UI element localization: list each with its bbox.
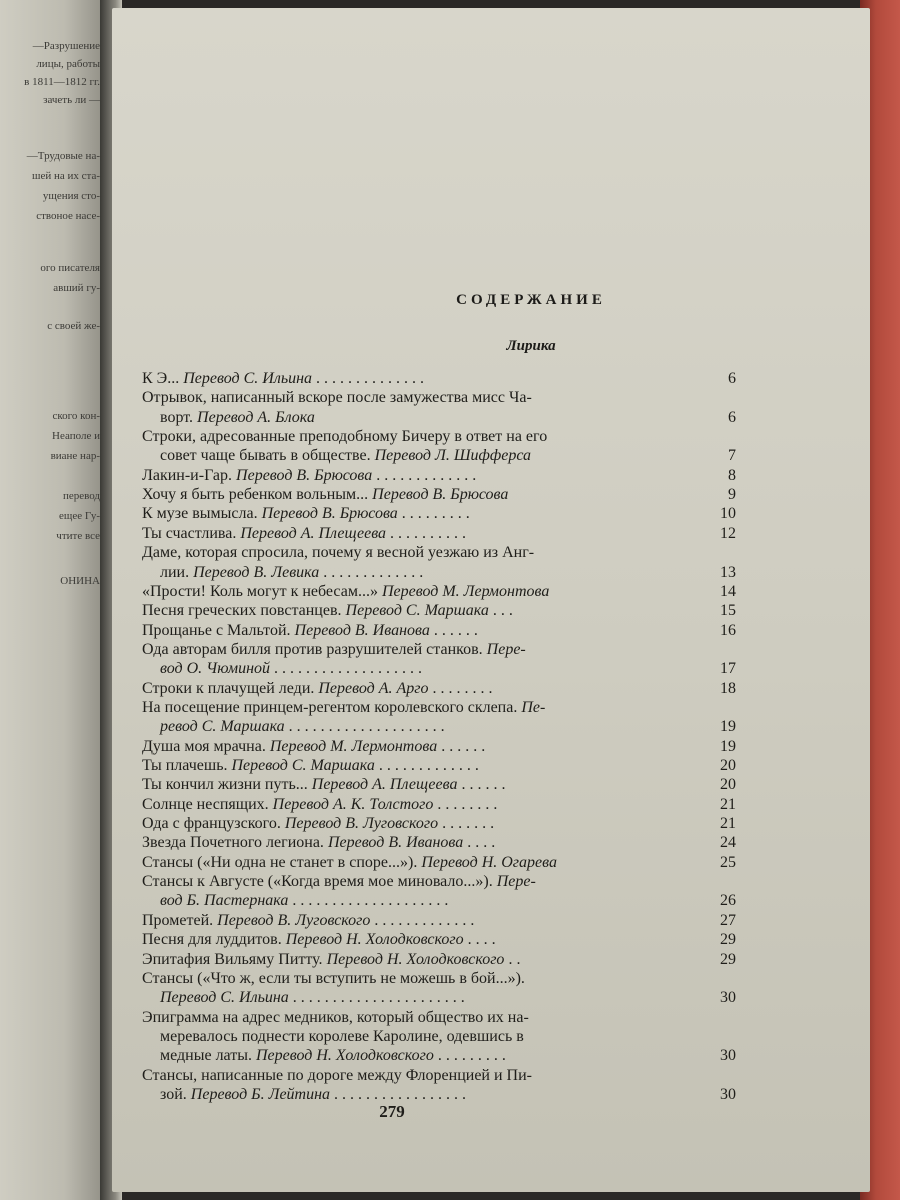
- toc-entry: [142, 467, 476, 485]
- toc-entry-title: совет чаще бывать в обществе.: [160, 447, 375, 465]
- toc-entry-translator: Перевод М. Лермонтова: [269, 737, 438, 755]
- toc-entry-page: 21: [720, 815, 736, 833]
- toc-entry-title: Песня для луддитов.: [142, 931, 286, 949]
- toc-entry-title: меревалось поднести королеве Каролине, одевшись в: [160, 1027, 524, 1045]
- left-fragment: с своей же-: [47, 320, 100, 332]
- toc-entry-translator: Перевод С. Ильина: [183, 370, 313, 387]
- toc-entry-leader-dots: . . . . . . . . . . . . . . . . . . .: [270, 660, 423, 678]
- toc-entry-page: 10: [720, 505, 736, 523]
- toc-entry: [142, 951, 520, 969]
- toc-entry-page: 27: [720, 911, 736, 929]
- toc-entry-title: Прометей.: [142, 911, 218, 929]
- toc-entry-page: 6: [728, 370, 736, 387]
- toc-entry-leader-dots: . . . . . .: [429, 621, 478, 639]
- toc-entry-leader-dots: . . . . . . . . . . . . . . . . . . . .: [284, 718, 445, 736]
- left-fragment: ещее Гу-: [59, 510, 100, 522]
- toc-entry-leader-dots: . . . . . . . . . . . . .: [374, 757, 479, 774]
- toc-entry-title: На посещение принцем-регентом королевского склепа.: [142, 698, 522, 716]
- toc-entry: [142, 912, 474, 930]
- toc-entry-translator: Перевод В. Луговского: [217, 911, 371, 929]
- toc-entry-title: Звезда Почетного легиона.: [142, 834, 328, 852]
- toc-entry: [142, 776, 505, 794]
- toc-entry-translator: Перевод М. Лермонтова: [381, 582, 550, 600]
- toc-entry: [142, 873, 536, 891]
- left-fragment: ского кон-: [52, 410, 100, 422]
- toc-entry-leader-dots: . . . . . . . .: [428, 679, 493, 697]
- toc-entry-page: 29: [720, 950, 736, 968]
- toc-entry-leader-dots: . . . . . . . . . . . . . . . . .: [330, 1085, 467, 1103]
- toc-entry-leader-dots: . . . . . . . . .: [397, 505, 470, 523]
- toc-entry-title: Отрывок, написанный вскоре после замужества мисс Ча-: [142, 389, 532, 407]
- toc-entry: [142, 738, 485, 756]
- toc-entry: [142, 815, 494, 833]
- page-number: 279: [379, 1102, 405, 1121]
- toc-entry-page: 12: [720, 524, 736, 542]
- toc-entry-translator: Пере-: [496, 873, 536, 891]
- left-fragment: авший гу-: [53, 282, 100, 294]
- toc-entry-title: Ты счастлива.: [142, 524, 241, 542]
- toc-entry: [142, 680, 493, 698]
- left-fragment: чтите все: [56, 530, 100, 542]
- toc-entry-title: К музе вымысла.: [142, 505, 262, 523]
- toc-entry: [142, 796, 497, 814]
- toc-entry-leader-dots: . . . . . . . . . .: [386, 524, 467, 542]
- toc-entry-page: 19: [720, 718, 736, 736]
- toc-entry: [142, 486, 508, 504]
- toc-entry-page: 20: [720, 776, 736, 794]
- toc-entry-title: Стансы («Ни одна не станет в споре...»).: [142, 853, 422, 871]
- toc-entry-page: 30: [720, 989, 736, 1007]
- contents-page: [112, 8, 870, 1192]
- left-fragment: зачеть ли —: [43, 94, 100, 106]
- toc-entry-translator: Перевод В. Левика: [193, 563, 320, 581]
- toc-entry: [142, 525, 466, 543]
- toc-entry-title: лии.: [160, 563, 194, 581]
- toc-entry-title: Строки, адресованные преподобному Бичеру в ответ на его: [142, 428, 548, 446]
- toc-entry-leader-dots: . . . .: [463, 834, 496, 852]
- toc-entry-leader-dots: . . . . . .: [457, 776, 506, 794]
- toc-entry-title: Песня греческих повстанцев.: [142, 602, 346, 620]
- toc-entry-page: 17: [720, 660, 736, 678]
- toc-entry-leader-dots: . . . . . . .: [438, 815, 495, 833]
- toc-entry: [160, 409, 315, 427]
- left-fragment: ого писателя: [40, 262, 100, 274]
- toc-entry-page: 9: [728, 486, 736, 504]
- section-heading: Лирика: [506, 338, 556, 354]
- toc-entry-title: К Э...: [142, 370, 184, 387]
- left-fragment: в 1811—1812 гг.: [24, 76, 100, 88]
- toc-entry-title: Ода с французского.: [142, 815, 285, 833]
- toc-entry-translator: Пе-: [521, 698, 546, 716]
- toc-entry-leader-dots: . . . . . . . . . . . . .: [319, 563, 424, 581]
- toc-entry: [142, 834, 495, 852]
- toc-entry-page: 18: [720, 679, 736, 697]
- toc-entry-translator: Перевод С. Маршака: [231, 757, 375, 774]
- toc-entry-title: зой.: [160, 1085, 191, 1103]
- toc-entry: [160, 564, 423, 582]
- toc-entry-translator: Перевод Н. Холодковского: [326, 950, 505, 968]
- toc-entry-translator: Перевод А. К. Толстого: [272, 795, 434, 813]
- table-of-contents: [112, 8, 870, 1192]
- toc-entry: [142, 583, 549, 601]
- toc-entry-translator: Перевод Л. Шифферса: [374, 447, 532, 465]
- toc-entry-title: Стансы («Что ж, если ты вступить не можешь в бой...»).: [142, 969, 525, 987]
- toc-entry-translator: Перевод С. Ильина: [160, 989, 289, 1007]
- toc-entry-page: 15: [720, 602, 736, 620]
- toc-entry-title: Эпиграмма на адрес медников, который общество их на-: [142, 1008, 529, 1026]
- toc-entry-translator: вод Б. Пастернака: [160, 892, 289, 910]
- toc-entry-title: Прощанье с Мальтой.: [142, 621, 295, 639]
- toc-entry-translator: Перевод А. Плещеева: [311, 776, 458, 794]
- toc-entry-translator: Перевод В. Луговского: [284, 815, 439, 833]
- toc-entry-title: Душа моя мрачна.: [142, 737, 270, 755]
- toc-entry: [160, 660, 422, 678]
- toc-entry-page: 30: [720, 1085, 736, 1103]
- left-fragment: —Трудовые на-: [26, 150, 100, 162]
- toc-entry-leader-dots: . . . . . . . . .: [433, 1047, 506, 1065]
- toc-entry-title: Даме, которая спросила, почему я весной уезжаю из Анг-: [142, 544, 535, 562]
- toc-entry-title: Строки к плачущей леди.: [142, 679, 319, 697]
- toc-entry: [142, 1009, 529, 1027]
- toc-entry-leader-dots: . . . . . . . . . . . . .: [372, 466, 477, 484]
- toc-entry-translator: Перевод В. Брюсова: [236, 466, 373, 484]
- contents-title: СОДЕРЖАНИЕ: [456, 292, 606, 308]
- toc-entry-leader-dots: . . . . . .: [437, 737, 486, 755]
- toc-entry: [142, 757, 479, 775]
- toc-entry: [160, 1047, 506, 1065]
- toc-entry-title: Стансы, написанные по дороге между Флоренцией и Пи-: [142, 1066, 532, 1084]
- left-fragment: лицы, работы: [36, 58, 100, 70]
- toc-entry-page: 19: [720, 737, 736, 755]
- toc-entry-title: медные латы.: [160, 1047, 256, 1065]
- toc-entry: [142, 641, 526, 659]
- toc-entry: [142, 931, 496, 949]
- toc-entry-page: 21: [720, 795, 736, 813]
- toc-entry-title: Лакин-и-Гар.: [142, 466, 237, 484]
- toc-entry-leader-dots: . . . .: [463, 931, 496, 949]
- toc-entry: [142, 854, 557, 872]
- left-fragment: виане нар-: [50, 450, 100, 462]
- left-fragment: шей на их ста-: [31, 170, 100, 182]
- toc-entry: [142, 1067, 532, 1085]
- toc-entry-page: 30: [720, 1047, 736, 1065]
- toc-entry-title: ворт.: [160, 408, 198, 426]
- toc-entry-translator: Перевод В. Брюсова: [261, 505, 398, 523]
- toc-entry-title: Эпитафия Вильяму Питту.: [142, 950, 327, 968]
- toc-entry: [142, 370, 424, 388]
- toc-entry-page: 26: [720, 892, 736, 910]
- toc-entry: [160, 718, 445, 736]
- toc-entry-page: 24: [720, 834, 736, 852]
- left-facing-page: [0, 0, 108, 1200]
- toc-entry-translator: вод О. Чюминой: [160, 660, 271, 678]
- toc-entry-translator: ревод С. Маршака: [160, 718, 285, 736]
- toc-entry-leader-dots: . . . . . . . . . . . . . . . . . . . . . .: [288, 989, 465, 1007]
- left-fragment: ущения сто-: [42, 190, 100, 202]
- toc-entry-translator: Перевод А. Плещеева: [240, 524, 387, 542]
- left-fragment: Неаполе и: [52, 430, 100, 442]
- toc-entry-translator: Перевод Б. Лейтина: [190, 1085, 331, 1103]
- toc-entry: [160, 892, 448, 910]
- left-fragment: перевод: [62, 490, 100, 502]
- toc-entry-leader-dots: . . . . . . . . . . . . .: [370, 911, 475, 929]
- toc-entry-leader-dots: . . . . . . . . . . . . . . . . . . . .: [288, 892, 449, 910]
- toc-entry: [160, 989, 465, 1007]
- left-fragment: —Разрушение: [32, 40, 100, 52]
- toc-entry: [142, 602, 513, 620]
- toc-entry-page: 25: [720, 853, 736, 871]
- toc-entry-title: «Прости! Коль могут к небесам...»: [142, 582, 382, 600]
- toc-entry-translator: Перевод Н. Огарева: [421, 853, 557, 871]
- toc-entry: [160, 1028, 524, 1046]
- toc-entry-page: 6: [728, 408, 736, 426]
- toc-entry-translator: Перевод А. Арго: [318, 679, 429, 697]
- toc-entry-leader-dots: . .: [504, 950, 521, 968]
- toc-entry: [142, 389, 532, 407]
- toc-entry-translator: Перевод Н. Холодковского: [285, 931, 464, 949]
- toc-entry-title: Стансы к Августе («Когда время мое миновало...»).: [142, 873, 497, 891]
- toc-entry-page: 7: [728, 447, 736, 465]
- toc-entry-page: 29: [720, 931, 736, 949]
- toc-entry-translator: Перевод В. Иванова: [327, 834, 464, 852]
- toc-entry-translator: Пере-: [486, 640, 526, 658]
- toc-entry-title: Хочу я быть ребенком вольным...: [142, 486, 373, 504]
- toc-entry-leader-dots: . . .: [488, 602, 513, 620]
- toc-entry: [142, 699, 545, 717]
- toc-entry-page: 20: [720, 757, 736, 774]
- toc-entry-title: Ода авторам билля против разрушителей станков.: [142, 640, 487, 658]
- left-fragment: ствоное насе-: [36, 210, 100, 222]
- toc-entry-translator: Перевод Н. Холодковского: [255, 1047, 434, 1065]
- toc-entry-page: 8: [728, 466, 736, 484]
- toc-entry: [142, 970, 525, 988]
- toc-entry: [142, 544, 534, 562]
- toc-entry-page: 16: [720, 621, 736, 639]
- toc-entry: [142, 622, 478, 640]
- toc-entry-page: 14: [720, 582, 736, 600]
- toc-entry-leader-dots: . . . . . . . .: [433, 795, 498, 813]
- toc-entry-title: Солнце неспящих.: [142, 795, 273, 813]
- toc-entry-translator: Перевод А. Блока: [197, 408, 315, 426]
- toc-entry-title: Ты кончил жизни путь...: [142, 776, 312, 794]
- left-fragment: ОНИНА: [60, 575, 100, 587]
- toc-entry: [142, 505, 470, 523]
- toc-entry-page: 13: [720, 563, 736, 581]
- toc-entry: [142, 428, 547, 446]
- toc-entry-translator: Перевод В. Иванова: [294, 621, 430, 639]
- toc-entry-translator: Перевод С. Маршака: [345, 602, 489, 620]
- toc-entry-title: Ты плачешь.: [142, 757, 232, 774]
- toc-entry-leader-dots: . . . . . . . . . . . . . .: [312, 370, 425, 387]
- toc-entry-translator: Перевод В. Брюсова: [372, 486, 509, 504]
- toc-entry: [160, 447, 531, 465]
